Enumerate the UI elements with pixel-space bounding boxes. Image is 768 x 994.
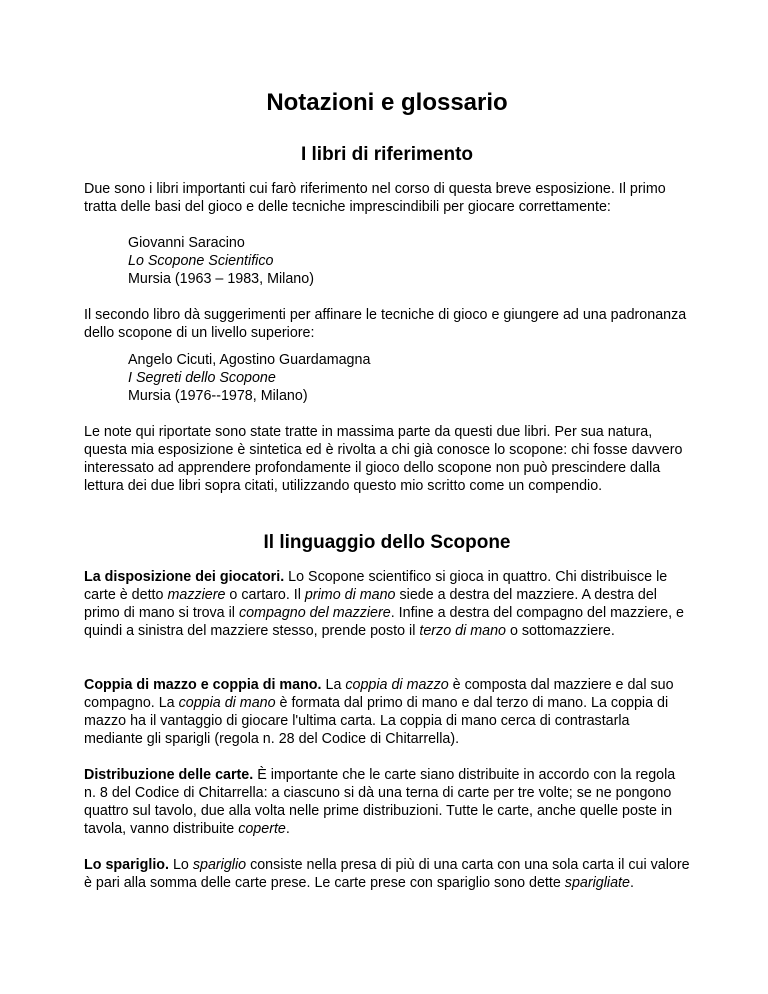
section-heading-linguaggio: Il linguaggio dello Scopone (263, 532, 511, 553)
page-title: Notazioni e glossario (266, 89, 508, 116)
book-2-publisher: Mursia (1976--1978, Milano) (128, 388, 308, 404)
book-reference-2 (128, 351, 688, 405)
book-2-authors: Angelo Cicuti, Agostino Guardamagna (128, 352, 371, 368)
book-1-publisher: Mursia (1963 – 1983, Milano) (128, 271, 314, 287)
intro-paragraph: Due sono i libri importanti cui farò riferimento nel corso di questa breve esposizione. Il primo tratta delle basi del gioco e delle tecniche imprescindibili per giocare correttamente: (84, 181, 666, 215)
glossary-term: Distribuzione delle carte. (84, 767, 254, 783)
book-1-authors: Giovanni Saracino (128, 235, 245, 251)
glossary-term: La disposizione dei giocatori. (84, 569, 285, 585)
book-2-title: I Segreti dello Scopone (128, 370, 276, 386)
section-heading-libri: I libri di riferimento (300, 144, 474, 165)
second-book-intro: Il secondo libro dà suggerimenti per affinare le tecniche di gioco e giungere ad una padronanza dello scopone di un livello superiore: (84, 307, 687, 341)
glossary-term: Lo spariglio. (84, 857, 169, 873)
glossary-entry-disposizione: La disposizione dei giocatori. Lo Scopone scientifico si gioca in quattro. Chi distribuisce le carte è detto mazziere o cartaro. Il primo di mano siede a destra del mazziere. A destra del primo di mano si trova il compagno del mazziere. Infine a destra del compagno del mazziere, e quindi a sinistra del mazziere stesso, prende posto il terzo di mano o sottomazziere. (84, 569, 684, 639)
glossary-entry-spariglio: Lo spariglio. Lo spariglio consiste nella presa di più di una carta con una sola carta il cui valore è pari alla somma delle carte prese. Le carte prese con spariglio sono dette sparigliate. (84, 857, 690, 891)
sources-note-paragraph: Le note qui riportate sono state tratte in massima parte da questi due libri. Per sua natura, questa mia esposizione è sintetica ed è rivolta a chi già conosce lo scopone: chi fosse davvero interessato ad apprendere profondamente il gioco dello scopone non può prescindere dalla lettura dei due libri sopra citati, utilizzando questo mio scritto come un compendio. (84, 424, 683, 494)
book-reference-1 (128, 234, 688, 288)
glossary-term: Coppia di mazzo e coppia di mano. (84, 677, 322, 693)
glossary-entry-coppia: Coppia di mazzo e coppia di mano. La coppia di mazzo è composta dal mazziere e dal suo compagno. La coppia di mano è formata dal primo di mano e dal terzo di mano. La coppia di mazzo ha il vantaggio di giocare l'ultima carta. La coppia di mano cerca di contrastarla mediante gli sparigli (regola n. 28 del Codice di Chitarrella). (84, 677, 674, 747)
book-1-title: Lo Scopone Scientifico (128, 253, 274, 269)
glossary-entry-distribuzione: Distribuzione delle carte. È importante che le carte siano distribuite in accordo con la regola n. 8 del Codice di Chitarrella: a ciascuno si dà una terna di carte per tre volte; se ne pongono quattro sul tavolo, due alla volta nelle prime distribuzioni. Tutte le carte, anche quelle poste in tavola, vanno distribuite coperte. (84, 767, 676, 837)
